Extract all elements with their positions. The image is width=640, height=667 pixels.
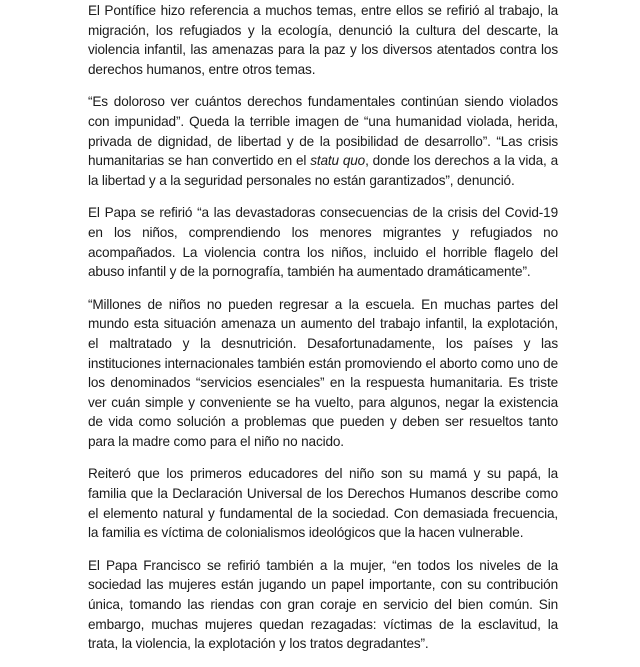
paragraph-school-quote: “Millones de niños no pueden regresar a la escuela. En muchas partes del mundo esta situación amenaza un aumento del trabajo infantil, la explotación, el maltratado y la desnutrición. Desafortunadamente, los países y las instituciones internacionales también están promoviendo el aborto como uno de los denominados “servicios esenciales” en la respuesta humanitaria. Es triste ver cuán simple y conveniente se ha vuelto, para algunos, negar la existencia de vida como solución a problemas que pueden y deben ser resueltos tanto para la madre como para el niño no nacido.	[88, 296, 558, 449]
paragraph-topics: El Pontífice hizo referencia a muchos temas, entre ellos se refirió al trabajo, la migración, los refugiados y la ecología, denunció la cultura del descarte, la violencia infantil, las amenazas para la paz y los diversos atentados contra los derechos humanos, entre otros temas.	[88, 3, 558, 77]
paragraph-family: Reiteró que los primeros educadores del niño son su mamá y su papá, la familia que la Declaración Universal de los Derechos Humanos describe como el elemento natural y fundamental de la sociedad. Con demasiada frecuencia, la familia es víctima de colonialismos ideológicos que la hacen vulnerable.	[88, 466, 558, 541]
paragraph-women: El Papa Francisco se refirió también a la mujer, “en todos los niveles de la sociedad las mujeres están jugando un papel importante, con su contribución única, tomando las riendas con gran coraje en servicio del bien común. Sin embargo, muchas mujeres quedan rezagadas: víctimas de la esclavitud, la trata, la violencia, la explotación y los tratos degradantes”.	[88, 557, 558, 652]
paragraph-rights-violations	[88, 92, 558, 190]
document-body	[88, 0, 558, 667]
paragraph-text: , donde los derechos a la vida, a la libertad y a la seguridad personales no están garantizados”, denunció.	[88, 153, 558, 188]
italic-phrase: statu quo	[310, 153, 366, 169]
paragraph-covid-children: El Papa se refirió “a las devastadoras consecuencias de la crisis del Covid-19 en los niños, comprendiendo los menores migrantes y refugiados no acompañados. La violencia contra los niños, incluido el horrible flagelo del abuso infantil y de la pornografía, también ha aumentado dramáticamente”.	[88, 205, 558, 280]
paragraph-text: “Es doloroso ver cuántos derechos fundamentales continúan siendo violados con impunidad”. Queda la terrible imagen de “una humanidad violada, herida, privada de dignidad, de libertad y de la posibilidad de desarrollo”. “Las crisis humanitarias se han convertido en el	[88, 94, 558, 169]
